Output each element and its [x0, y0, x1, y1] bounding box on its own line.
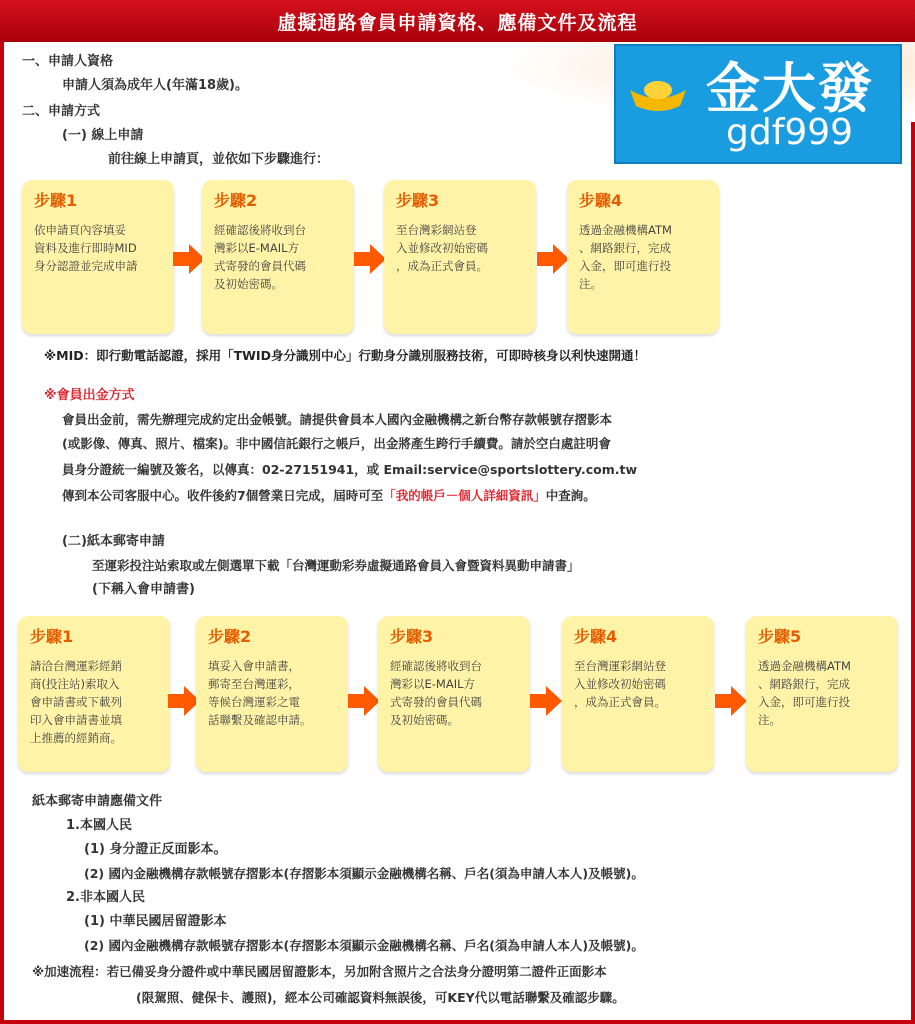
step-description: 填妥入會申請書， 郵寄至台灣運彩， 等候台灣運彩之電 話聯繫及確認申請。	[208, 659, 312, 727]
step-description: 依申請頁內容填妥 資料及進行即時MID 身分認證並完成申請	[34, 223, 138, 273]
step-title: 步驟3	[396, 191, 440, 210]
docs-foreign-heading: 2.非本國人民	[66, 890, 145, 905]
docs-foreign-item-2: (2) 國內金融機構存款帳號存摺影本(存摺影本須顯示金融機構名稱、戶名(須為申請人本人)及帳號)。	[84, 938, 644, 953]
arrow-right-icon	[348, 686, 380, 716]
paper-line-2: (下稱入會申請書)	[92, 582, 195, 597]
docs-national-item-2: (2) 國內金融機構存款帳號存摺影本(存摺影本須顯示金融機構名稱、戶名(須為申請人本人)及帳號)。	[84, 866, 644, 881]
arrow-right-icon	[530, 686, 562, 716]
paper-heading: (二)紙本郵寄申請	[62, 534, 165, 549]
fast-track-line-1: ※加速流程：若已備妥身分證件或中華民國居留證影本，另加附含照片之合法身分證明第二證件正面影本	[32, 964, 607, 979]
section-method-heading: 二、申請方式	[22, 104, 101, 119]
docs-heading: 紙本郵寄申請應備文件	[32, 794, 163, 809]
fast-track-line-2: (限駕照、健保卡、護照)，經本公司確認資料無誤後，可KEY代以電話聯繫及確認步驟。	[136, 990, 625, 1005]
withdraw-line-4-post: 中查詢。	[545, 488, 596, 503]
step-title: 步驟3	[390, 627, 434, 646]
page-title: 虛擬通路會員申請資格、應備文件及流程	[277, 11, 638, 34]
withdraw-line-4	[62, 488, 596, 504]
logo-brand-text: 金大發	[706, 57, 874, 120]
arrow-right-icon	[173, 244, 205, 274]
my-account-link[interactable]: 「我的帳戶－個人詳細資訊」	[383, 488, 546, 503]
online-step-1	[22, 180, 174, 334]
docs-national-item-1: (1) 身分證正反面影本。	[84, 842, 227, 857]
step-description: 請洽台灣運彩經銷 商(投注站)索取入 會申請書或下載列 印入會申請書並填 上推薦的經銷商。	[30, 659, 122, 745]
page-header	[0, 0, 915, 42]
paper-line-1: 至運彩投注站索取或左側選單下載「台灣運動彩券虛擬通路會員入會暨資料異動申請書」	[92, 558, 580, 573]
step-title: 步驟1	[30, 627, 74, 646]
arrow-right-icon	[354, 244, 386, 274]
docs-foreign-item-1: (1) 中華民國居留證影本	[84, 914, 227, 929]
arrow-right-icon	[715, 686, 747, 716]
step-description: 至台灣運彩網站登 入並修改初始密碼 ，成為正式會員。	[574, 659, 666, 709]
withdraw-heading: ※會員出金方式	[44, 388, 135, 403]
online-heading: (一) 線上申請	[62, 128, 144, 143]
paper-step-3	[378, 616, 530, 772]
step-title: 步驟5	[758, 627, 802, 646]
step-title: 步驟4	[574, 627, 618, 646]
logo-handle-text: gdf999	[726, 112, 854, 153]
gold-ingot-icon	[628, 76, 688, 112]
step-title: 步驟2	[208, 627, 252, 646]
arrow-right-icon	[537, 244, 569, 274]
withdraw-line-3: 員身分證統一編號及簽名，以傳真：02-27151941，或 Email:service@sportslottery.com.tw	[62, 462, 638, 477]
step-description: 透過金融機構ATM 、網路銀行，完成 入金，即可進行投 注。	[758, 659, 851, 727]
step-description: 透過金融機構ATM 、網路銀行，完成 入金，即可進行投 注。	[579, 223, 672, 291]
section-qualification-text: 申請人須為成年人(年滿18歲)。	[62, 78, 248, 93]
docs-national-heading: 1.本國人民	[66, 818, 132, 833]
paper-step-1	[18, 616, 170, 772]
online-step-3	[384, 180, 536, 334]
online-step-4	[567, 180, 719, 334]
paper-step-2	[196, 616, 348, 772]
step-description: 至台灣彩網站登 入並修改初始密碼 ，成為正式會員。	[396, 223, 488, 273]
step-title: 步驟4	[579, 191, 623, 210]
withdraw-line-1: 會員出金前，需先辦理完成約定出金帳號。請提供會員本人國內金融機構之新台幣存款帳號存摺影本	[62, 412, 613, 427]
paper-step-5	[746, 616, 898, 772]
watermark-logo	[614, 44, 902, 164]
online-intro: 前往線上申請頁，並依如下步驟進行：	[108, 152, 330, 167]
step-title: 步驟2	[214, 191, 258, 210]
withdraw-line-2: (或影像、傳真、照片、檔案)。非中國信託銀行之帳戶，出金將產生跨行手續費。請於空白處註明會	[62, 436, 611, 451]
paper-step-4	[562, 616, 714, 772]
step-title: 步驟1	[34, 191, 78, 210]
mid-note: ※MID：即行動電話認證，採用「TWID身分識別中心」行動身分識別服務技術，可即時核身以利快速開通！	[44, 348, 646, 363]
section-qualification-heading: 一、申請人資格	[22, 54, 114, 69]
online-step-2	[202, 180, 354, 334]
withdraw-line-4-pre: 傳到本公司客服中心。收件後約7個營業日完成，屆時可至	[62, 488, 384, 503]
step-description: 經確認後將收到台 灣彩以E-MAIL方 式寄發的會員代碼 及初始密碼。	[390, 659, 482, 727]
step-description: 經確認後將收到台 灣彩以E-MAIL方 式寄發的會員代碼 及初始密碼。	[214, 223, 306, 291]
